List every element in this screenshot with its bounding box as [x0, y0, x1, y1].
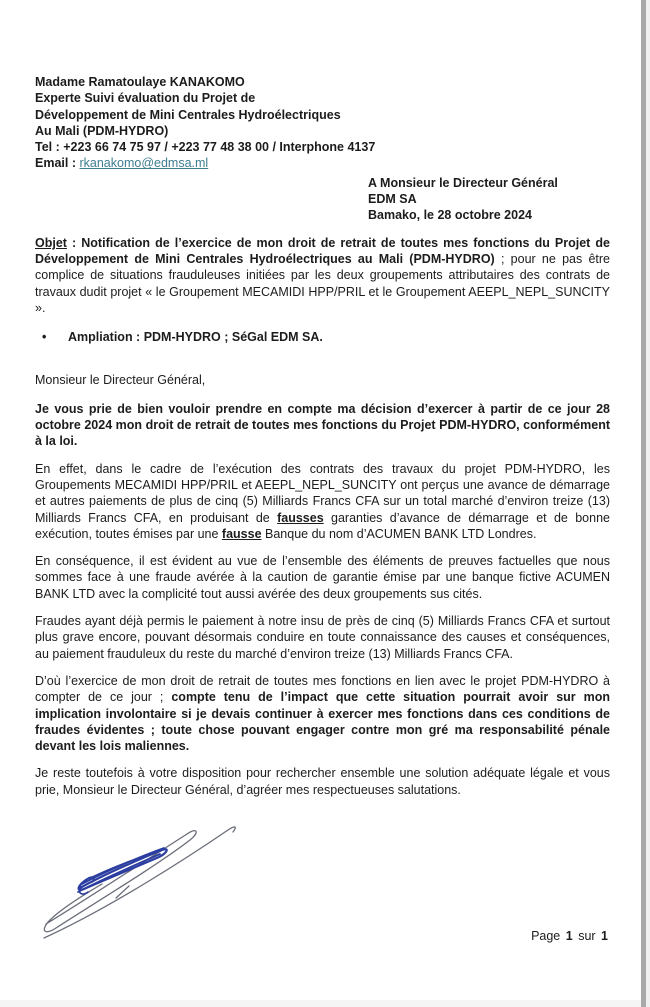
paragraph-consequence: En conséquence, il est évident au vue de l’ensemble des éléments de preuves factuelles que nous sommes face à une fraude avérée à la caution de garantie émise par une banque fictive ACUMEN BANK LTD avec la complicité tout aussi avérée des deux groupements sus cités.	[35, 554, 610, 601]
subject-paragraph	[35, 235, 610, 316]
en-effet-part2: garanties d’avance de démarrage et de bonne exécution, toutes émises par une	[35, 510, 610, 541]
subject-rest-text: ; pour ne pas être complice de situations frauduleuses initiées par les deux groupements attributaires des contrats de travaux dudit projet « le Groupement MECAMIDI HPP/PRIL et le Groupement AEEPL_NEPL_SUNCITY ».	[35, 251, 610, 315]
salutation: Monsieur le Directeur Général,	[35, 373, 206, 388]
word-fausses: fausses	[277, 510, 324, 525]
footer-page-number: 1	[565, 929, 573, 943]
email-label: Email :	[35, 156, 76, 171]
sender-role-line1: Experte Suivi évaluation du Projet de	[35, 91, 256, 106]
sender-block	[35, 74, 610, 172]
viewer-right-margin	[646, 0, 650, 1007]
dou-bold-part: compte tenu de l’impact que cette situation pourrait avoir sur mon implication involontaire si je devais continuer à exercer mes fonctions dans ces conditions de fraudes évidentes ; toute chose pouvant engager contre mon gré ma responsabilité pénale devant les lois maliennes.	[35, 690, 610, 754]
en-effet-part3: Banque du nom d’ACUMEN BANK LTD Londres.	[261, 526, 537, 541]
recipient-company: EDM SA	[368, 192, 417, 207]
letter-date: Bamako, le 28 octobre 2024	[368, 208, 532, 223]
ampliation-item	[35, 329, 610, 345]
footer-page-total: 1	[601, 929, 608, 943]
subject-separator: :	[66, 235, 82, 250]
sender-phone: Tel : +223 66 74 75 97 / +223 77 48 38 00 / Interphone 4137	[35, 140, 376, 155]
sender-role-line3: Au Mali (PDM-HYDRO)	[35, 123, 169, 138]
en-effet-part1: En effet, dans le cadre de l’exécution des contrats des travaux du projet PDM-HYDRO, les Groupements MECAMIDI HPP/PRIL et AEEPL_NEPL_SUNCITY ont perçus une avance de démarrage et autres paiements de plus de cinq (5) Milliards Francs CFA sur un total marché d’environ treize (13) Milliards Francs CFA, en produisant de	[35, 461, 610, 525]
sender-email-line	[35, 155, 610, 171]
paragraph-dou	[35, 673, 610, 754]
dou-part1: D’où l’exercice de mon droit de retrait de toutes mes fonctions en lien avec le projet PDM-HYDRO à compter de ce jour ;	[35, 673, 610, 705]
word-fausse: fausse	[221, 526, 262, 541]
subject-bold-text: Notification de l’exercice de mon droit de retrait de toutes mes fonctions du Projet de Développement de Mini Centrales Hydroélectriques au Mali (PDM-HYDRO)	[35, 235, 611, 266]
sender-role-line2: Développement de Mini Centrales Hydroélectriques	[35, 107, 341, 122]
recipient-block	[368, 175, 610, 224]
paragraph-closing: Je reste toutefois à votre disposition pour rechercher ensemble une solution adéquate légale et vous prie, Monsieur le Directeur Général, d’agréer mes respectueuses salutations.	[35, 766, 610, 797]
recipient-to: A Monsieur le Directeur Général	[368, 175, 558, 190]
paragraph-fraudes: Fraudes ayant déjà permis le paiement à notre insu de près de cinq (5) Milliards Francs CFA et surtout plus grave encore, pouvant désormais conduire en toute connaissance des causes et conséquences, au paiement frauduleux du reste du marché d’environ treize (13) Milliards Francs CFA.	[35, 614, 610, 661]
subject-label: Objet	[35, 235, 67, 250]
bullet-icon: •	[42, 330, 47, 345]
footer-page-word: Page	[531, 929, 561, 943]
sender-name: Madame Ramatoulaye KANAKOMO	[35, 75, 245, 89]
page-number-footer	[0, 928, 610, 944]
ampliation-text: Ampliation : PDM-HYDRO ; SéGal EDM SA.	[68, 330, 323, 345]
email-link[interactable]: rkanakomo@edmsa.ml	[79, 156, 209, 171]
footer-sur-word: sur	[578, 929, 596, 943]
paragraph-en-effet	[35, 461, 610, 542]
paragraph-decision: Je vous prie de bien vouloir prendre en compte ma décision d’exercer à partir de ce jour 28 octobre 2024 mon droit de retrait de toutes mes fonctions du Projet PDM-HYDRO, conformément à la loi.	[35, 401, 610, 449]
